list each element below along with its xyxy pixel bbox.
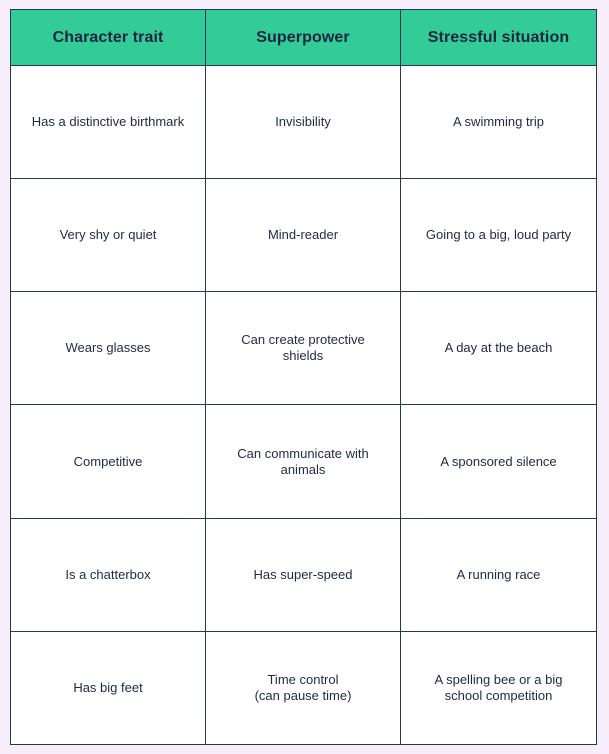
cell-text-line: Wears glasses	[65, 340, 151, 356]
cell-character-trait	[11, 405, 206, 518]
worksheet-table-container	[10, 9, 596, 745]
table-row	[11, 518, 597, 631]
cell-text-line: A swimming trip	[452, 114, 545, 130]
cell-text-line: Has super-speed	[253, 566, 353, 582]
cell-stressful-situation	[401, 631, 597, 744]
cell-text-line: shields	[282, 348, 324, 364]
cell-text-line: school competition	[444, 687, 553, 703]
cell-superpower	[206, 179, 401, 292]
cell-superpower	[206, 292, 401, 405]
cell-text-line: A sponsored silence	[440, 453, 557, 469]
cell-character-trait	[11, 179, 206, 292]
cell-superpower	[206, 66, 401, 179]
cell-character-trait	[11, 66, 206, 179]
cell-text-line: Is a chatterbox	[65, 566, 151, 582]
table-row	[11, 179, 597, 292]
header-row	[11, 10, 597, 66]
cell-text-line: (can pause time)	[254, 687, 352, 703]
cell-character-trait	[11, 292, 206, 405]
header-character-trait: Character trait	[11, 10, 206, 66]
cell-text-line: Very shy or quiet	[59, 227, 157, 243]
cell-text-line: Competitive	[73, 453, 143, 469]
header-superpower: Superpower	[206, 10, 401, 66]
cell-text-line: Invisibility	[275, 114, 331, 130]
table-row	[11, 66, 597, 179]
cell-superpower	[206, 631, 401, 744]
cell-stressful-situation	[401, 179, 597, 292]
cell-text-line: A day at the beach	[444, 340, 553, 356]
cell-text-line: animals	[280, 461, 326, 477]
cell-stressful-situation	[401, 405, 597, 518]
cell-superpower	[206, 518, 401, 631]
table-body	[11, 66, 597, 745]
cell-text-line: Has big feet	[73, 679, 143, 695]
cell-character-trait	[11, 518, 206, 631]
cell-text-line: Time control	[267, 671, 339, 687]
cell-superpower	[206, 405, 401, 518]
table-row	[11, 631, 597, 744]
cell-stressful-situation	[401, 518, 597, 631]
table-header	[11, 10, 597, 66]
cell-text-line: Can communicate with	[237, 445, 369, 461]
header-stressful-situation: Stressful situation	[401, 10, 597, 66]
cell-text-line: Has a distinctive birthmark	[31, 114, 185, 130]
cell-stressful-situation	[401, 66, 597, 179]
cell-text-line: Going to a big, loud party	[425, 227, 572, 243]
cell-text-line: A running race	[456, 566, 541, 582]
table-row	[11, 405, 597, 518]
cell-text-line: A spelling bee or a big	[434, 671, 563, 687]
table-row	[11, 292, 597, 405]
cell-text-line: Mind-reader	[267, 227, 339, 243]
character-ideas-table	[10, 9, 597, 745]
cell-stressful-situation	[401, 292, 597, 405]
cell-text-line: Can create protective	[241, 332, 365, 348]
cell-character-trait	[11, 631, 206, 744]
